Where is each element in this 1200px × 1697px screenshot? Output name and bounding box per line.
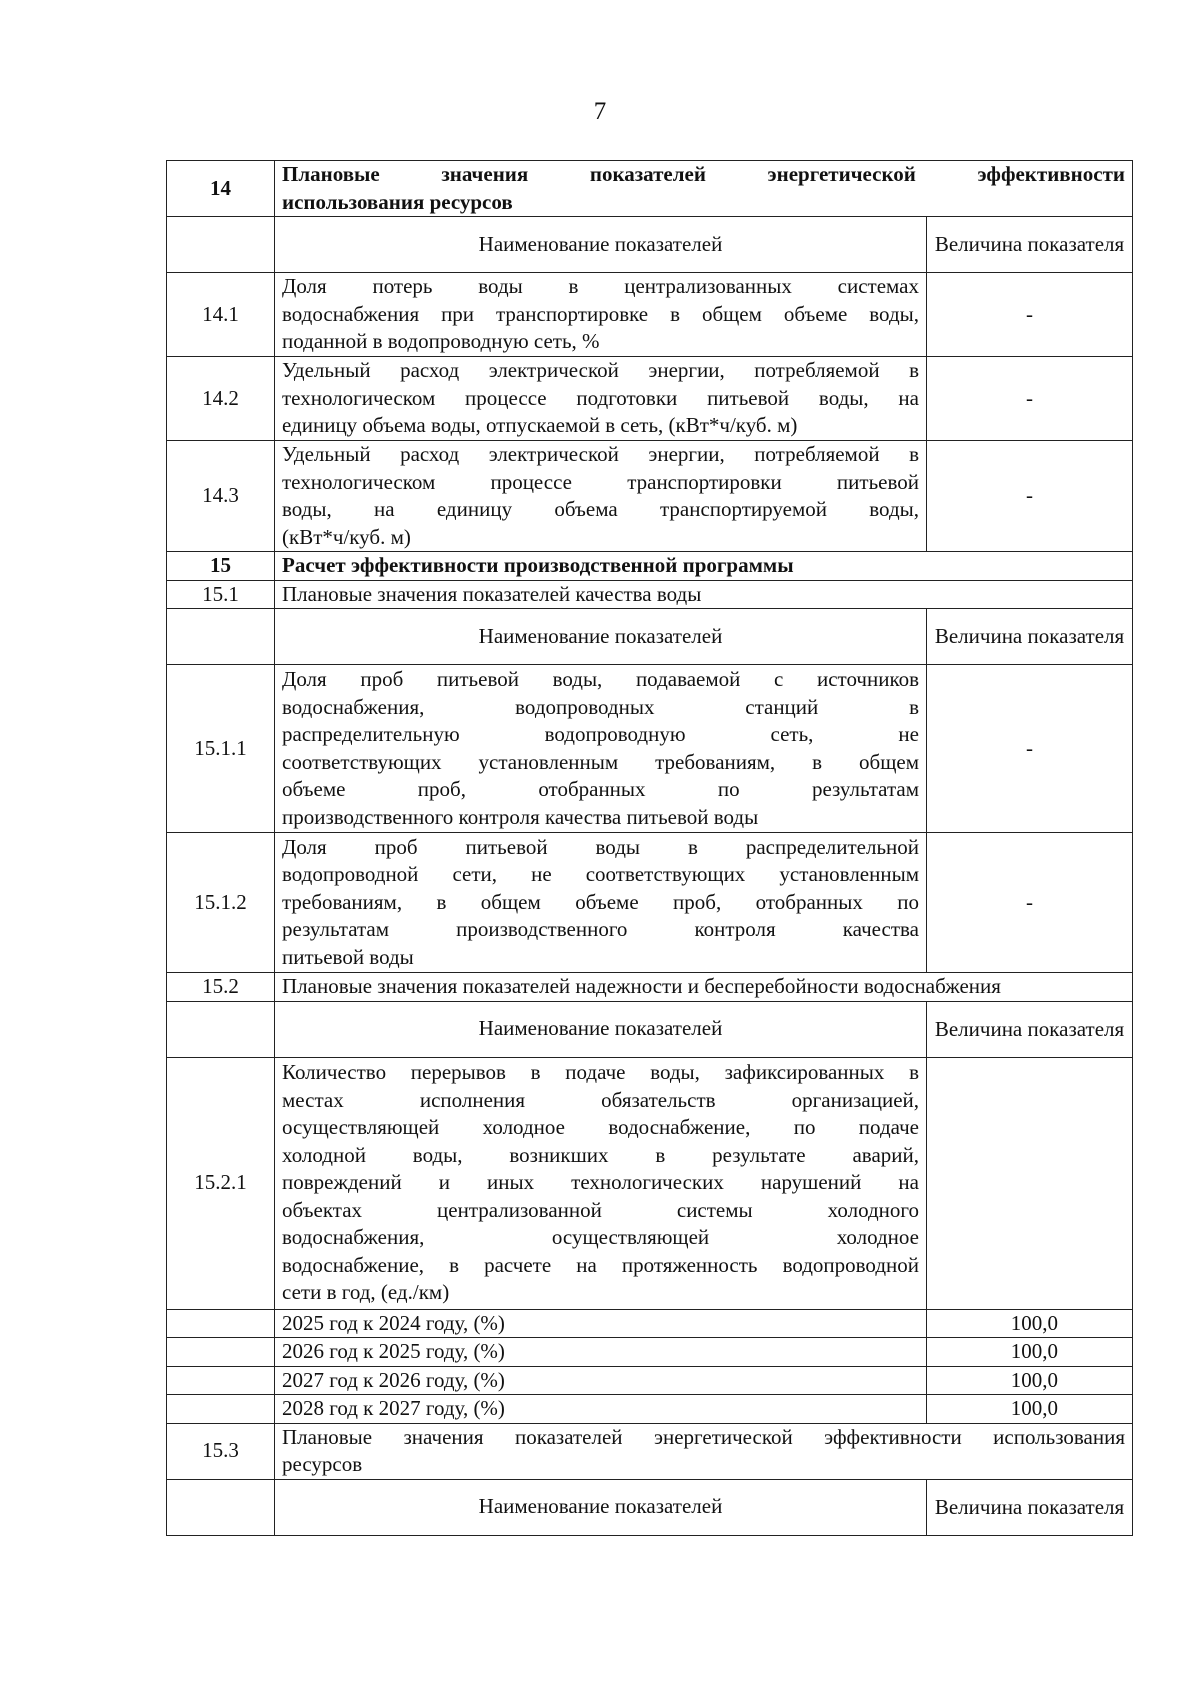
indicator-text (275, 273, 927, 357)
indicator-text (275, 357, 927, 441)
year-row (167, 1395, 1133, 1424)
indicator-value: - (927, 441, 1133, 552)
text-line: водоснабжения, осуществляющей холодное (282, 1225, 919, 1250)
indicator-text (275, 833, 927, 973)
text-line: технологическом процессе подготовки питьевой воды, на (282, 385, 919, 410)
subsection-title (275, 1423, 1133, 1479)
text-line: требованиям, в общем объеме проб, отобранных по (282, 889, 919, 914)
indicator-row-15-1-1 (167, 665, 1133, 833)
indicator-row-15-2-1 (167, 1057, 1133, 1309)
indicator-row-14-1 (167, 273, 1133, 357)
subsection-title: Плановые значения показателей надежности и бесперебойности водоснабжения (275, 973, 1133, 1002)
text-line: водопроводной сети, не соответствующих установленным (282, 862, 919, 887)
header-row (167, 1479, 1133, 1535)
year-value: 100,0 (927, 1366, 1133, 1395)
text-line: производственного контроля качества питьевой воды (282, 804, 759, 829)
indicator-row-14-3 (167, 441, 1133, 552)
column-header-name: Наименование показателей (275, 217, 927, 273)
column-header-value: Величина показателя (927, 217, 1133, 273)
text-line: сети в год, (ед./км) (282, 1280, 450, 1305)
row-number: 15.2.1 (167, 1057, 275, 1309)
indicator-text (275, 441, 927, 552)
year-row (167, 1366, 1133, 1395)
header-row (167, 609, 1133, 665)
text-line: (кВт*ч/куб. м) (282, 524, 411, 549)
year-row (167, 1309, 1133, 1338)
indicators-table (166, 160, 1133, 1536)
indicator-text (275, 665, 927, 833)
year-label: 2027 год к 2026 году, (%) (275, 1366, 927, 1395)
row-number: 15.2 (167, 973, 275, 1002)
year-label: 2025 год к 2024 году, (%) (275, 1309, 927, 1338)
title-line: ресурсов (282, 1452, 363, 1476)
year-row (167, 1338, 1133, 1367)
text-line: объеме проб, отобранных по результатам (282, 777, 919, 801)
title-line: использования ресурсов (282, 189, 513, 214)
column-header-value: Величина показателя (927, 1479, 1133, 1535)
text-line: Доля проб питьевой воды, подаваемой с источников (282, 667, 919, 691)
column-header-name: Наименование показателей (275, 1001, 927, 1057)
subsection-row-15-2 (167, 973, 1133, 1002)
column-header-name: Наименование показателей (275, 609, 927, 665)
text-line: распределительную водопроводную сеть, не (282, 722, 919, 746)
text-line: соответствующих установленным требованиям, в общем (282, 749, 919, 774)
row-number: 15 (167, 552, 275, 581)
text-line: водоснабжение, в расчете на протяженность водопроводной (282, 1252, 919, 1277)
header-row (167, 217, 1133, 273)
year-value: 100,0 (927, 1395, 1133, 1424)
title-line: Плановые значения показателей энергетической эффективности использования (282, 1424, 1125, 1449)
indicator-value: - (927, 357, 1133, 441)
subsection-title: Плановые значения показателей качества воды (275, 580, 1133, 609)
text-line: местах исполнения обязательств организацией, (282, 1087, 919, 1112)
indicator-value: - (927, 273, 1133, 357)
text-line: водоснабжения, водопроводных станций в (282, 694, 919, 719)
subsection-row-15-1 (167, 580, 1133, 609)
text-line: поданной в водопроводную сеть, % (282, 329, 600, 354)
text-line: объектах централизованной системы холодного (282, 1197, 919, 1222)
text-line: питьевой воды (282, 944, 414, 969)
row-number: 14.2 (167, 357, 275, 441)
text-line: Удельный расход электрической энергии, потребляемой в (282, 358, 919, 383)
text-line: Доля потерь воды в централизованных системах (282, 274, 919, 299)
text-line: Удельный расход электрической энергии, потребляемой в (282, 442, 919, 466)
row-number: 15.1.1 (167, 665, 275, 833)
column-header-name: Наименование показателей (275, 1479, 927, 1535)
section-title (275, 161, 1133, 217)
text-line: единицу объема воды, отпускаемой в сеть, (кВт*ч/куб. м) (282, 413, 798, 438)
text-line: осуществляющей холодное водоснабжение, по подаче (282, 1115, 919, 1140)
indicator-row-15-1-2 (167, 833, 1133, 973)
row-number: 15.3 (167, 1423, 275, 1479)
subsection-row-15-3 (167, 1423, 1133, 1479)
year-label: 2026 год к 2025 году, (%) (275, 1338, 927, 1367)
indicator-value (927, 1057, 1133, 1309)
row-number: 15.1.2 (167, 833, 275, 973)
title-line: Плановые значения показателей энергетической эффективности (282, 162, 1125, 186)
section-row-14 (167, 161, 1133, 217)
text-line: холодной воды, возникших в результате аварий, (282, 1142, 919, 1167)
header-row (167, 1001, 1133, 1057)
column-header-value: Величина показателя (927, 609, 1133, 665)
text-line: повреждений и иных технологических нарушений на (282, 1170, 919, 1195)
text-line: Доля проб питьевой воды в распределительной (282, 834, 919, 859)
page-number: 7 (593, 98, 607, 125)
row-number: 14.1 (167, 273, 275, 357)
year-value: 100,0 (927, 1338, 1133, 1367)
row-number: 14.3 (167, 441, 275, 552)
row-number: 14 (167, 161, 275, 217)
text-line: воды, на единицу объема транспортируемой воды, (282, 497, 919, 521)
section-title: Расчет эффективности производственной программы (275, 552, 1133, 581)
indicator-value: - (927, 833, 1133, 973)
text-line: результатам производственного контроля качества (282, 917, 919, 942)
year-label: 2028 год к 2027 году, (%) (275, 1395, 927, 1424)
text-line: водоснабжения при транспортировке в общем объеме воды, (282, 301, 919, 326)
column-header-value: Величина показателя (927, 1001, 1133, 1057)
indicator-text (275, 1057, 927, 1309)
indicator-value: - (927, 665, 1133, 833)
year-value: 100,0 (927, 1309, 1133, 1338)
row-number: 15.1 (167, 580, 275, 609)
text-line: технологическом процессе транспортировки питьевой (282, 469, 919, 494)
text-line: Количество перерывов в подаче воды, зафиксированных в (282, 1060, 919, 1085)
indicator-row-14-2 (167, 357, 1133, 441)
section-row-15 (167, 552, 1133, 581)
